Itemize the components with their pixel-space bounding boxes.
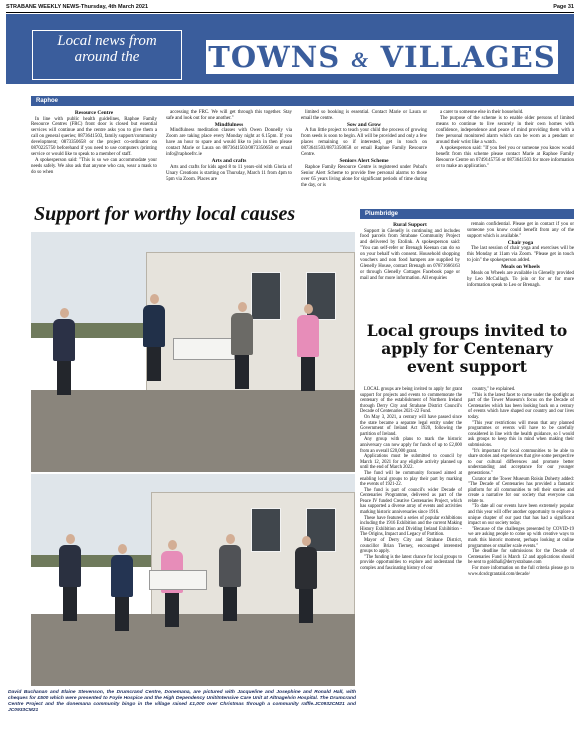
raphoe-column-2: accessing the FRC. We will get through this together. Stay safe and look out for one another." Mindfulness Mindfulness meditation classes with Owen Donnelly via Zoom are taking place every Monday night at 6.15pm. If you have an hour to spare and would like to join in then please contact Marie or Laura on 0873641503/0873350658 or email info@raphoefrc.ie Arts and crafts Arts and crafts for kids aged 8 to 11 years-old with Gloria of Unary Creations is starting on Thursday, March 11 from 4pm to 5pm via Zoom. Places are: [166, 110, 292, 182]
plumbridge-section-tag: Plumbridge: [360, 209, 574, 219]
plumbridge-column-1: Rural Support Support in Glenelly is continuing and includes food parcels from Strabane Community Project and delivered by Etolink. A spokesperson said: "You can self-refer or Brenagh Keenan can do so on your behalf with consent. Household shopping vouchers and non food hampers are supplied by Glenelly House, contact Brenagh on 07871666163 or through Glenelly Cottages Facebook page or mail and for more information. All enquiries: [360, 222, 460, 282]
raphoe-section-tag: Raphoe: [31, 96, 574, 106]
heading-arts-crafts: Arts and crafts: [211, 158, 247, 165]
heading-sow-grow: Sow and Grow: [346, 121, 382, 128]
banner-subtitle: Local news from around the: [32, 30, 182, 80]
heading-resource-centre: Resource Centre: [74, 110, 114, 116]
photo-cheque-presentation-2: [31, 474, 355, 686]
banner-title: TOWNS & VILLAGES: [206, 40, 558, 74]
centenary-column-1: LOCAL groups are being invited to apply for grant support for projects and events to commemorate the centenary of the establishment of Northern Ireland through Derry City and Strabane District Council's Decade of Centenaries 2021-22 Fund. On May 3, 2021, a century will have passed since the state became a separate legal entity under the Government of Ireland Act 1920, following the partition of Ireland. Any group with plans to mark the historic anniversary can now apply for funds of up to £2,000 from an overall £20,000 grant. Applications must be submitted to council by March 12, 2021 for any eligible activity planned up until the end of March 2022. The fund will be community focused aimed at enabling local groups to play their part by marking the events of 1921-22. The fund is part of council's wider Decade of Centenaries Programme, delivered as part of the Peace IV funded Creative Centenaries Project, which has supported a diverse array of events and activities marking historic anniversaries since 1916. These have featured a series of popular exhibitions including the 1916 Exhibition and the current Making History Exhibition and Dividing Ireland Exhibition - The Origins, Impact and Legacy of Partition. Mayor of Derry City and Strabane District, councillor Brian Tierney, encouraged interested groups to apply. "The funding is the latest chance for local groups to provide opportunities to explore and understand the complex and fascinating history of our: [360, 387, 462, 571]
heading-rural-support: Rural Support: [393, 222, 427, 228]
raphoe-column-1: Resource Centre In line with public health guidelines, Raphoe Family Resource Centres (FRC) front door is closed but essential services will continue and the centre asks you to give them a call on general queries; 0873641503, family support/community development; 0873350658 or the project co-ordinator on 0870225750 beforehand if you need to use computers /printing service or would like to speak to a member of staff. A spokesperson said: "This is so we can accommodate your needs safely. We also ask that anyone who can, wear a mask to do so when: [31, 110, 157, 176]
heading-seniors-alert: Seniors Alert Scheme: [339, 158, 389, 165]
photo-cheque-presentation-1: [31, 232, 355, 472]
raphoe-column-4: a carer to someone else in their household. The purpose of the scheme is to enable older persons of limited means to continue to live securely in their own homes with confidence, independence and peace of mind providing them with a free personal monitored alarm which can be worn as a pendant or around their wrist like a watch. A spokesperson said: "If you feel you or someone you know would benefit from this scheme please contact Marie at Raphoe Family Resource Centre on 0749145756 or 0873641503 for more information or to make an application.": [436, 110, 574, 169]
headline-centenary: Local groups invited to apply for Centenary event support: [366, 321, 568, 376]
photo-caption: David Buchanan and Elaine Stevenson, the Drumcrand Centre, Donemana, are pictured with Jacqueline and Josephine and Ronald Hall, with cheques for £500 which were presented to Foyle Hospice and the High Dependency Unit/Intensive Care Unit at Altnagelvin Hospital. The Drumcrand Centre Project and the donemana community bingo in the village raised £1,000 over Christmas through a community raffle.JC0932CM21 and JC0933CM21: [8, 690, 356, 713]
header-date: STRABANE WEEKLY NEWS-Thursday, 4th March 2021: [6, 4, 149, 10]
centenary-column-2: country," he explained. "This is the latest facet to come under the spotlight as part of the Tower Museum's focus on the Decade of Centenaries which has been looking back on a century of events which have shaped our country and our lives today. "This year restrictions will mean that any planned programmes or events will have to be carefully considered in line with the health guidance, so I would ask groups to keep this in mind when making their submissions. "It's important for local communities to be able to share stories and experiences that give some perspective to our cultural differences and promote better understanding and acceptance for our younger generations." Curator at the Tower Museum Roisin Doherty added: "The Decade of Centenaries has provided a fantastic platform for all communities to tell their stories and create a narrative for our society that everyone can relate to. "To date all our events have been extremely popular and this year will offer another opportunity to explore a unique chapter of our past that has had a significant impact on our society today. "Because of the challenges presented by COVID-19 we are asking people to come up with creative ways to mark this historic moment, perhaps looking at online programmes or smaller scale events." The deadline for submissions for the Decade of Centenaries Fund is March 12 and applications should be sent to goldhall@derrystrabane.com For more information on the full criteria please go to www.dcsdcgrantaid.com/decade/: [468, 387, 574, 577]
header-page-number: Page 31: [553, 4, 574, 10]
plumbridge-column-2: remain confidential. Please get in contact if you or someone you know could benefit from any of the support which is available." Chair yoga The last session of chair yoga and exercises will be this Monday at 11am via Zoom. "Please get in touch to join" the spokesperson added. Meals on Wheels Meals on Wheels are available in Glenelly provided by Leo McCullagh. To join or for or for more information speak to Leo or Brenagh.: [467, 222, 574, 288]
raphoe-column-3: limited so booking is essential. Contact Marie or Laura or email the centre. Sow and Grow A fun little project to teach your child the process of growing from seeds is soon to begin. All will be provided and only a few places remaining so if interested, get in touch on 0873641503/0873350658 or email Raphoe Family Resource Centre. Seniors Alert Scheme Raphoe Family Resource Centre is registered under Pobal's Senior Alert Scheme to provide free personal alarms to those over 65 years living alone for significant periods of time during the day, or is: [301, 110, 427, 188]
heading-meals-on-wheels: Meals on Wheels: [501, 264, 540, 271]
heading-chair-yoga: Chair yoga: [507, 239, 534, 246]
headline-support-causes: Support for worthy local causes: [34, 203, 296, 225]
page-header: [6, 3, 574, 13]
heading-mindfulness: Mindfulness: [214, 121, 244, 128]
section-banner: [6, 14, 574, 84]
